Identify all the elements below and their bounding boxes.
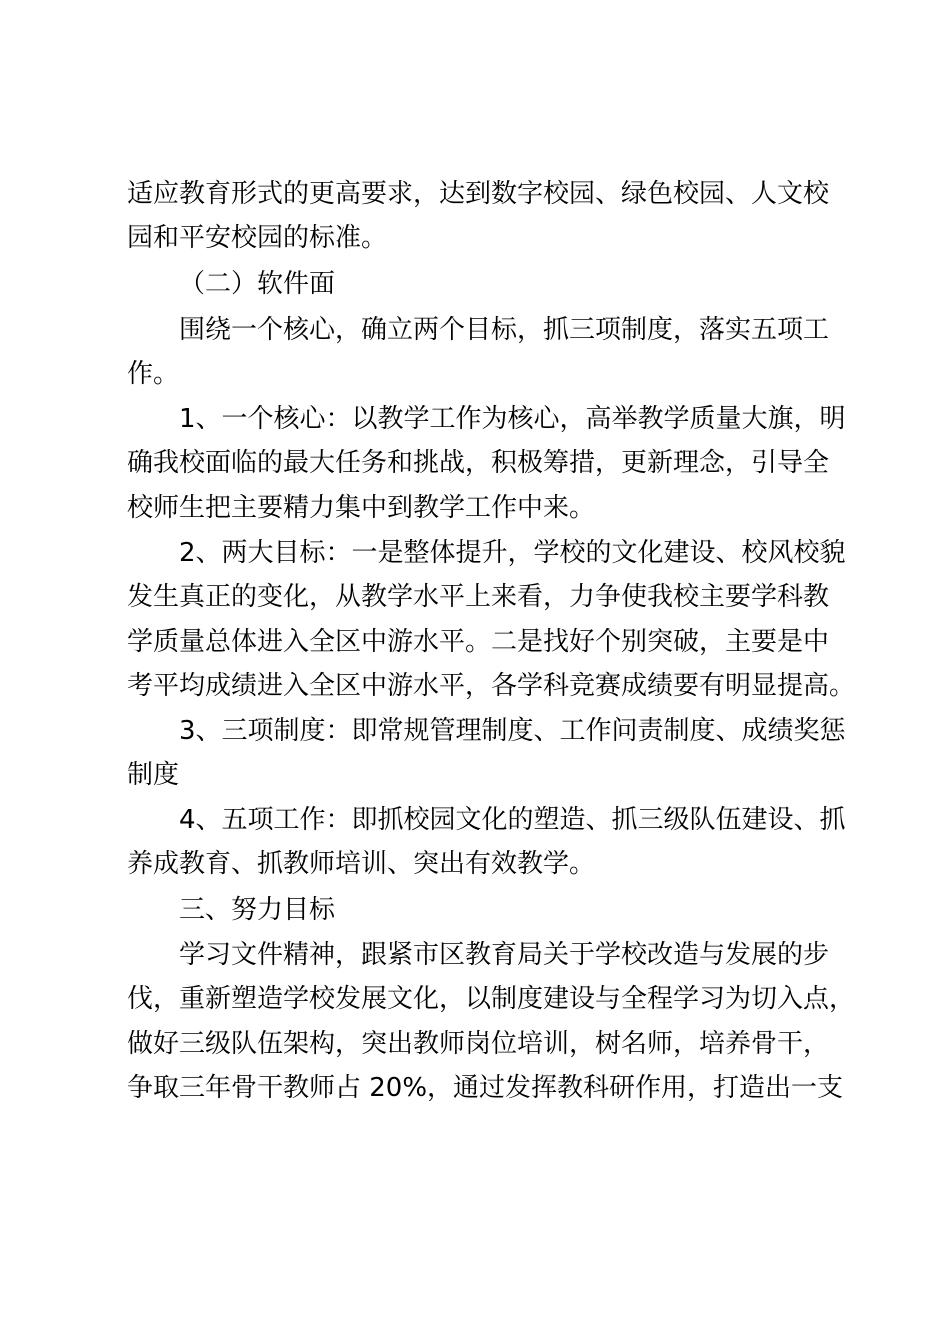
text-line: 制度 [127, 760, 180, 790]
text-line: 争取三年骨干教师占 20%，通过发挥教科研作用，打造出一支 [127, 1073, 844, 1103]
paragraph-line: 围绕一个核心，确立两个目标，抓三项制度，落实五项工 [179, 315, 830, 345]
section-heading: 三、努力目标 [179, 895, 336, 925]
text-line: 作。 [127, 359, 180, 389]
section-heading: （二）软件面 [179, 269, 336, 299]
text-line: 确我校面临的最大任务和挑战，积极筹措，更新理念，引导全 [127, 448, 830, 478]
paragraph-line: 3、三项制度：即常规管理制度、工作问责制度、成绩奖惩 [179, 716, 846, 746]
paragraph-line: 学习文件精神，跟紧市区教育局关于学校改造与发展的步 [179, 940, 830, 970]
text-line: 校师生把主要精力集中到教学工作中来。 [127, 493, 596, 523]
text-line: 伐，重新塑造学校发展文化，以制度建设与全程学习为切入点， [127, 984, 856, 1014]
text-line: 适应教育形式的更高要求，达到数字校园、绿色校园、人文校 [127, 179, 830, 209]
text-line: 学质量总体进入全区中游水平。二是找好个别突破，主要是中 [127, 627, 830, 657]
text-line: 园和平安校园的标准。 [127, 223, 388, 253]
text-line: 做好三级队伍架构，突出教师岗位培训，树名师，培养骨干， [127, 1029, 830, 1059]
paragraph-line: 2、两大目标：一是整体提升，学校的文化建设、校风校貌 [179, 538, 846, 568]
text-line: 发生真正的变化，从教学水平上来看，力争使我校主要学科教 [127, 582, 830, 612]
paragraph-line: 4、五项工作：即抓校园文化的塑造、抓三级队伍建设、抓 [179, 805, 846, 835]
text-line: 养成教育、抓教师培训、突出有效教学。 [127, 849, 596, 879]
paragraph-line: 1、一个核心：以教学工作为核心，高举教学质量大旗，明 [179, 404, 846, 434]
text-line: 考平均成绩进入全区中游水平，各学科竞赛成绩要有明显提高。 [127, 671, 856, 701]
